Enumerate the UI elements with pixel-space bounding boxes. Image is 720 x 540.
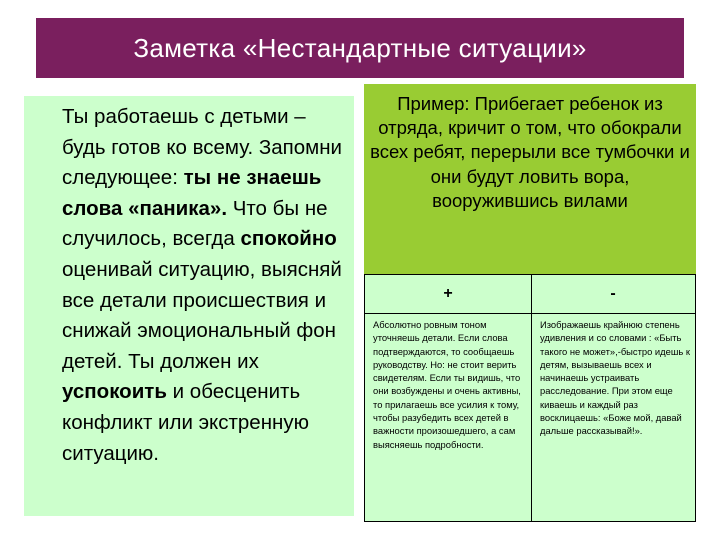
note-text-part-2: Что бы не случилось, всегда xyxy=(62,196,328,251)
left-note-panel xyxy=(24,96,354,516)
left-note-text xyxy=(62,102,348,469)
note-bold-calmly: спокойно xyxy=(240,227,337,251)
example-text: Пример: Прибегает ребенок из отряда, кричит о том, что обокрали всех ребят, перерыли все тумбочки и они будут ловить вора, вооружившись вилами xyxy=(370,93,690,211)
note-bold-no-panic: ты не знаешь слова «паника». xyxy=(62,166,322,220)
table-column-divider xyxy=(531,275,532,521)
note-text-part-4: и обесценить конфликт или экстренную ситуацию. xyxy=(62,380,309,465)
note-text-part-1: Ты работаешь с детьми – будь готов ко всему. Запомни следующее: xyxy=(62,105,342,190)
plus-column-header: + xyxy=(443,285,453,302)
plus-cell-text: Абсолютно ровным тоном уточняешь детали. Если слова подтверждаются, то сообщаешь руководству. Но: не стоит верить свидетелям. Если ты видишь, что они возбуждены и очень активны, то прилагаешь все усилия к тому, чтобы разубедить всех детей в важности произошедшего, а сам выясняешь подробности. xyxy=(373,319,521,450)
slide-title: Заметка «Нестандартные ситуации» xyxy=(133,32,587,63)
note-bold-calm-down: успокоить xyxy=(62,380,167,404)
title-bar xyxy=(36,18,684,78)
example-panel xyxy=(364,84,696,274)
minus-column-header: - xyxy=(610,285,616,302)
pros-cons-table xyxy=(364,274,696,522)
table-header-divider xyxy=(365,313,695,314)
note-text-part-3: оценивай ситуацию, выясняй все детали происшествия и снижай эмоциональный фон детей. Ты должен их xyxy=(62,257,342,373)
minus-cell-text: Изображаешь крайнюю степень удивления и со словами : «Быть такого не может»,-быстро идешь к детям, вызываешь всех и начинаешь устраивать расследование. При этом еще киваешь и каждый раз восклицаешь: «Боже мой, давай дальше рассказывай!». xyxy=(540,319,690,437)
